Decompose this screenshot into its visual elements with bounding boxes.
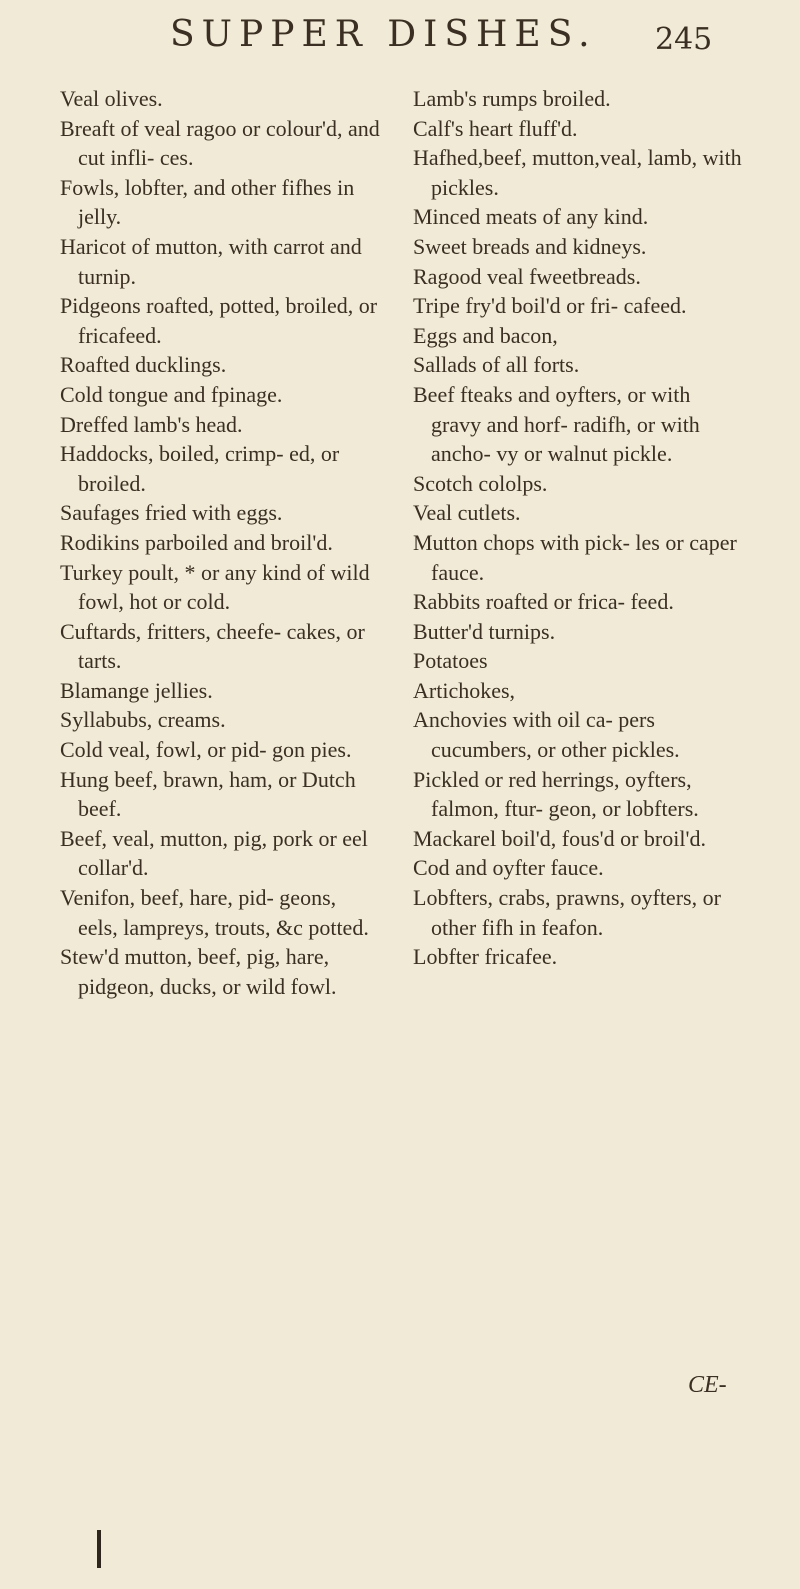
dish-entry: Butter'd turnips. <box>413 618 556 644</box>
dish-entry: Dreffed lamb's head. <box>60 411 243 437</box>
dish-entry: Minced meats of any kind. <box>413 204 649 230</box>
dish-entry: Roafted ducklings. <box>60 352 227 378</box>
dish-entry: Fowls, lobfter, and other fifhes in jelly. <box>60 174 355 230</box>
dish-entry: Haddocks, boiled, crimp- ed, or broiled. <box>60 441 340 496</box>
dish-entry: Cuftards, fritters, cheefe- cakes, or tarts. <box>60 618 365 674</box>
dish-entry: Cold tongue and fpinage. <box>60 381 283 407</box>
dish-entry: Blamange jellies. <box>60 677 213 703</box>
dish-entry: Beef, veal, mutton, pig, pork or eel collar'd. <box>60 825 368 881</box>
margin-mark <box>97 1530 101 1568</box>
dish-entry: Rodikins parboiled and broil'd. <box>60 529 333 555</box>
dish-entry: Scotch cololps. <box>413 470 548 496</box>
dish-entry: Tripe fry'd boil'd or fri- cafeed. <box>413 293 687 319</box>
page-header <box>0 14 800 74</box>
dish-entry: Artichokes, <box>413 677 516 703</box>
dish-entry: Mackarel boil'd, fous'd or broil'd. <box>413 825 706 851</box>
dish-entry: Lobfter fricafee. <box>413 944 558 970</box>
dish-entry: Eggs and bacon, <box>413 322 558 348</box>
dish-entry: Rabbits roafted or frica- feed. <box>413 589 674 615</box>
left-column <box>60 84 380 1001</box>
dish-entry: Sweet breads and kidneys. <box>413 233 647 259</box>
dish-entry: Lamb's rumps broiled. <box>413 86 611 111</box>
dish-entry: Potatoes <box>413 648 488 674</box>
dish-entry: Mutton chops with pick- les or caper fauce. <box>413 529 737 585</box>
dish-entry: Pidgeons roafted, potted, broiled, or fricafeed. <box>60 293 378 348</box>
dish-entry: Syllabubs, creams. <box>60 707 226 733</box>
dish-entry: Cod and oyfter fauce. <box>413 855 604 881</box>
dish-entry: Calf's heart fluff'd. <box>413 115 578 141</box>
dish-entry: Saufages fried with eggs. <box>60 500 283 526</box>
dish-entry: Hafhed,beef, mutton,veal, lamb, with pickles. <box>413 145 742 200</box>
dish-entry: Venifon, beef, hare, pid- geons, eels, lampreys, trouts, &c potted. <box>60 885 369 940</box>
dish-entry: Veal olives. <box>60 86 163 111</box>
dish-entry: Ragood veal fweetbreads. <box>413 263 641 289</box>
dish-entry: Anchovies with oil ca- pers cucumbers, or other pickles. <box>413 707 680 763</box>
right-column <box>413 84 743 972</box>
running-head: SUPPER DISHES. <box>170 14 597 55</box>
dish-entry: Beef fteaks and oyfters, or with gravy and horf- radifh, or with ancho- vy or walnut pickle. <box>413 381 700 467</box>
dish-entry: Veal cutlets. <box>413 500 521 526</box>
dish-entry: Sallads of all forts. <box>413 352 580 378</box>
dish-entry: Cold veal, fowl, or pid- gon pies. <box>60 737 352 763</box>
dish-entry: Turkey poult, * or any kind of wild fowl, hot or cold. <box>60 559 370 615</box>
dish-entry: Hung beef, brawn, ham, or Dutch beef. <box>60 766 356 822</box>
dish-entry: Stew'd mutton, beef, pig, hare, pidgeon, ducks, or wild fowl. <box>60 944 337 999</box>
catchword: CE- <box>688 1372 727 1398</box>
page-number: 245 <box>655 22 713 57</box>
dish-entry: Breaft of veal ragoo or colour'd, and cut infli- ces. <box>60 115 380 171</box>
dish-entry: Haricot of mutton, with carrot and turnip. <box>60 233 362 289</box>
dish-entry: Lobfters, crabs, prawns, oyfters, or other fifh in feafon. <box>413 885 721 940</box>
dish-entry: Pickled or red herrings, oyfters, falmon, ftur- geon, or lobfters. <box>413 766 699 822</box>
